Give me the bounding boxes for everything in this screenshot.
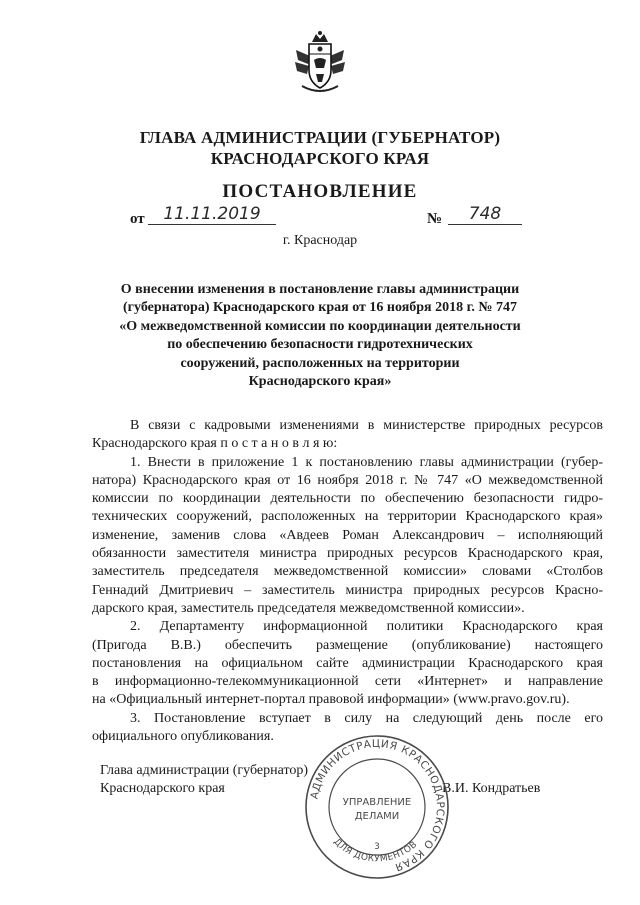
body-line: дарского края, заместитель председателя межведомственной комиссии». [92, 600, 525, 616]
document-heading [110, 281, 530, 391]
body-line: комиссии по координации деятельности по обеспечению безопасности гидро- [92, 491, 603, 507]
document-heading-line: «О межведомственной комиссии по координации деятельности [119, 318, 521, 334]
body-line: натора) Краснодарского края от 16 ноября 2018 г. № 747 «О межведомственной [92, 472, 603, 488]
city: г. Краснодар [282, 233, 358, 248]
body-line: в информационно-телекоммуникационной сети «Интернет» и направление [92, 674, 603, 690]
body-line: официального опубликования. [92, 729, 274, 745]
number-label: № [427, 211, 443, 227]
signatory-position-line2: Краснодарского края [100, 781, 225, 796]
date-value: 11.11.2019 [148, 204, 276, 225]
body-line: Краснодарского края п о с т а н о в л я ю: [92, 436, 338, 452]
document-heading-line: О внесении изменения в постановление главы администрации [120, 282, 520, 297]
document-heading-line: Краснодарского края» [248, 374, 392, 390]
body-line: 3. Постановление вступает в силу на следующий день после его [130, 710, 603, 726]
signatory-name: В.И. Кондратьев [442, 781, 541, 796]
body-paragraph [92, 618, 603, 709]
body-line: на «Официальный интернет-портал правовой информации» (www.pravo.gov.ru). [92, 692, 570, 708]
document-type: ПОСТАНОВЛЕНИЕ [222, 181, 418, 202]
body-line: Геннадий Дмитриевич – заместитель министра природных ресурсов Красно- [92, 582, 603, 598]
body-line: 2. Департаменту информационной политики Краснодарского края [130, 619, 603, 635]
issuer-title-line2: КРАСНОДАРСКОГО КРАЯ [210, 149, 430, 168]
body-line: обязанности заместителя министра природных ресурсов Краснодарского края, [92, 546, 603, 562]
body-line: заместитель председателя межведомственной комиссии» словами «Столбов [92, 564, 603, 580]
body-line: изменение, заменив слова «Авдеев Роман Александрович – исполняющий [92, 527, 603, 543]
issuer-title-line1: ГЛАВА АДМИНИСТРАЦИИ (ГУБЕРНАТОР) [139, 128, 501, 147]
signatory-position-line1: Глава администрации (губернатор) [100, 763, 309, 778]
date-label: от [130, 211, 145, 227]
body-line: технических сооружений, расположенных на территории Краснодарского края» [92, 509, 603, 525]
stamp-inner-line2: ДЕЛАМИ [354, 811, 400, 822]
body-paragraph [92, 417, 603, 454]
number-value: 748 [448, 204, 522, 225]
document-heading-line: (губернатора) Краснодарского края от 16 ноября 2018 г. № 747 [123, 300, 517, 316]
document-heading-line: по обеспечению безопасности гидротехнических [167, 337, 473, 353]
stamp-inner-line1: УПРАВЛЕНИЕ [342, 797, 412, 808]
body-line: 1. Внести в приложение 1 к постановлению главы администрации (губер- [130, 454, 603, 470]
body-line: постановления на официальном сайте администрации Краснодарского края [92, 655, 603, 671]
document-heading-line: сооружений, расположенных на территории [180, 355, 460, 371]
body-paragraph [92, 454, 603, 619]
document-body [92, 417, 603, 746]
official-stamp [303, 733, 451, 881]
stamp-bottom-text: ДЛЯ ДОКУМЕНТОВ [331, 836, 420, 865]
body-line: В связи с кадровыми изменениями в министерстве природных ресурсов [130, 418, 603, 433]
body-line: (Пригода В.В.) обеспечить размещение (опубликование) настоящего [92, 637, 603, 653]
stamp-number: 3 [374, 842, 380, 852]
coat-of-arms-icon [292, 30, 348, 96]
stamp-outer-text: АДМИНИСТРАЦИЯ КРАСНОДАРСКОГО КРАЯ [308, 737, 447, 874]
